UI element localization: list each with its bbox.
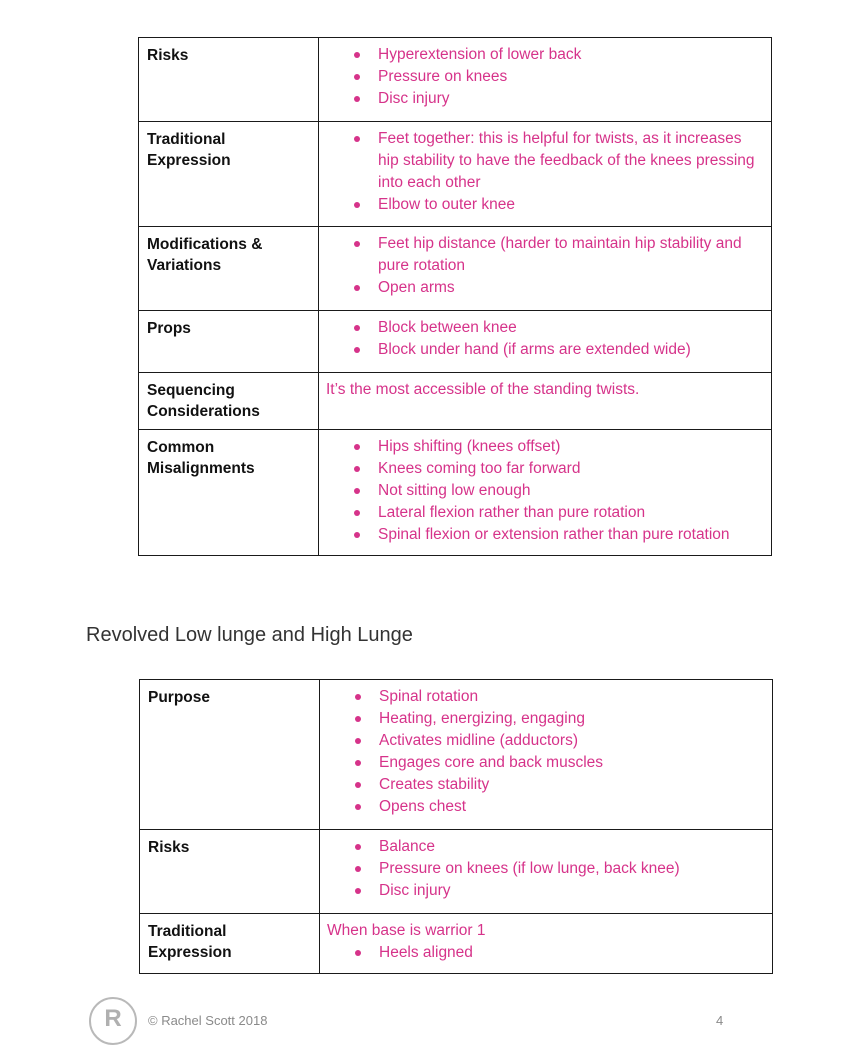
bullet-icon bbox=[354, 325, 360, 331]
bullet-icon bbox=[355, 888, 361, 894]
copyright-text: © Rachel Scott 2018 bbox=[148, 1013, 268, 1028]
bullet-icon bbox=[354, 532, 360, 538]
list-item: Block under hand (if arms are extended wide) bbox=[319, 339, 763, 361]
list-item: Spinal rotation bbox=[320, 686, 764, 708]
list-item: Disc injury bbox=[319, 88, 763, 110]
bullet-icon bbox=[354, 466, 360, 472]
table-row bbox=[139, 38, 772, 122]
list-item: Heating, energizing, engaging bbox=[320, 708, 764, 730]
bullet-icon bbox=[355, 844, 361, 850]
pose-table-1 bbox=[138, 37, 772, 556]
list-item: Balance bbox=[320, 836, 764, 858]
bullet-icon bbox=[355, 716, 361, 722]
table-row bbox=[140, 830, 773, 914]
row-content bbox=[319, 122, 772, 227]
bullet-icon bbox=[354, 285, 360, 291]
row-label: Sequencing Considerations bbox=[139, 373, 319, 430]
row-content bbox=[319, 311, 772, 373]
row-content bbox=[319, 430, 772, 556]
bullet-icon bbox=[355, 738, 361, 744]
row-label: Traditional Expression bbox=[140, 914, 320, 974]
row-label: Traditional Expression bbox=[139, 122, 319, 227]
bullet-icon bbox=[354, 96, 360, 102]
list-item: Knees coming too far forward bbox=[319, 458, 763, 480]
list-item: Hips shifting (knees offset) bbox=[319, 436, 763, 458]
bullet-icon bbox=[354, 347, 360, 353]
section-heading: Revolved Low lunge and High Lunge bbox=[86, 624, 413, 646]
row-text: It’s the most accessible of the standing twists. bbox=[326, 381, 640, 398]
row-content bbox=[319, 227, 772, 311]
list-item: Block between knee bbox=[319, 317, 763, 339]
bullet-icon bbox=[354, 488, 360, 494]
row-content bbox=[320, 680, 773, 830]
page-number: 4 bbox=[716, 1013, 724, 1028]
list-item: Feet together: this is helpful for twists, as it increases hip stability to have the feedback of the knees pressing into each other bbox=[319, 128, 763, 194]
row-label: Common Misalignments bbox=[139, 430, 319, 556]
row-content bbox=[319, 373, 772, 430]
list-item: Pressure on knees bbox=[319, 66, 763, 88]
list-item: Feet hip distance (harder to maintain hip stability and pure rotation bbox=[319, 233, 763, 277]
list-item: Creates stability bbox=[320, 774, 764, 796]
bullet-icon bbox=[354, 136, 360, 142]
list-item: Activates midline (adductors) bbox=[320, 730, 764, 752]
table-row bbox=[139, 311, 772, 373]
bullet-icon bbox=[354, 510, 360, 516]
list-item: Pressure on knees (if low lunge, back knee) bbox=[320, 858, 764, 880]
bullet-icon bbox=[355, 804, 361, 810]
bullet-icon bbox=[354, 74, 360, 80]
list-item: Open arms bbox=[319, 277, 763, 299]
row-label: Risks bbox=[139, 38, 319, 122]
list-item: Engages core and back muscles bbox=[320, 752, 764, 774]
list-item: Disc injury bbox=[320, 880, 764, 902]
table-row bbox=[139, 430, 772, 556]
bullet-icon bbox=[355, 782, 361, 788]
row-content bbox=[319, 38, 772, 122]
table-row bbox=[139, 122, 772, 227]
table-row bbox=[140, 914, 773, 974]
list-item: Spinal flexion or extension rather than pure rotation bbox=[319, 524, 763, 546]
list-item: Hyperextension of lower back bbox=[319, 44, 763, 66]
list-item: Elbow to outer knee bbox=[319, 194, 763, 216]
bullet-icon bbox=[354, 444, 360, 450]
row-label: Props bbox=[139, 311, 319, 373]
row-content bbox=[320, 914, 773, 974]
pose-table-2 bbox=[139, 679, 773, 974]
row-content bbox=[320, 830, 773, 914]
row-label: Purpose bbox=[140, 680, 320, 830]
list-item: Not sitting low enough bbox=[319, 480, 763, 502]
bullet-icon bbox=[354, 202, 360, 208]
table-row bbox=[139, 227, 772, 311]
logo-icon: R bbox=[89, 997, 137, 1045]
list-item: Opens chest bbox=[320, 796, 764, 818]
bullet-icon bbox=[355, 760, 361, 766]
table-row bbox=[139, 373, 772, 430]
row-label: Modifications & Variations bbox=[139, 227, 319, 311]
bullet-icon bbox=[354, 241, 360, 247]
bullet-icon bbox=[354, 52, 360, 58]
bullet-icon bbox=[355, 950, 361, 956]
bullet-icon bbox=[355, 866, 361, 872]
table-row bbox=[140, 680, 773, 830]
bullet-icon bbox=[355, 694, 361, 700]
row-text: When base is warrior 1 bbox=[327, 922, 486, 939]
list-item: Lateral flexion rather than pure rotation bbox=[319, 502, 763, 524]
list-item: Heels aligned bbox=[320, 942, 764, 964]
row-label: Risks bbox=[140, 830, 320, 914]
